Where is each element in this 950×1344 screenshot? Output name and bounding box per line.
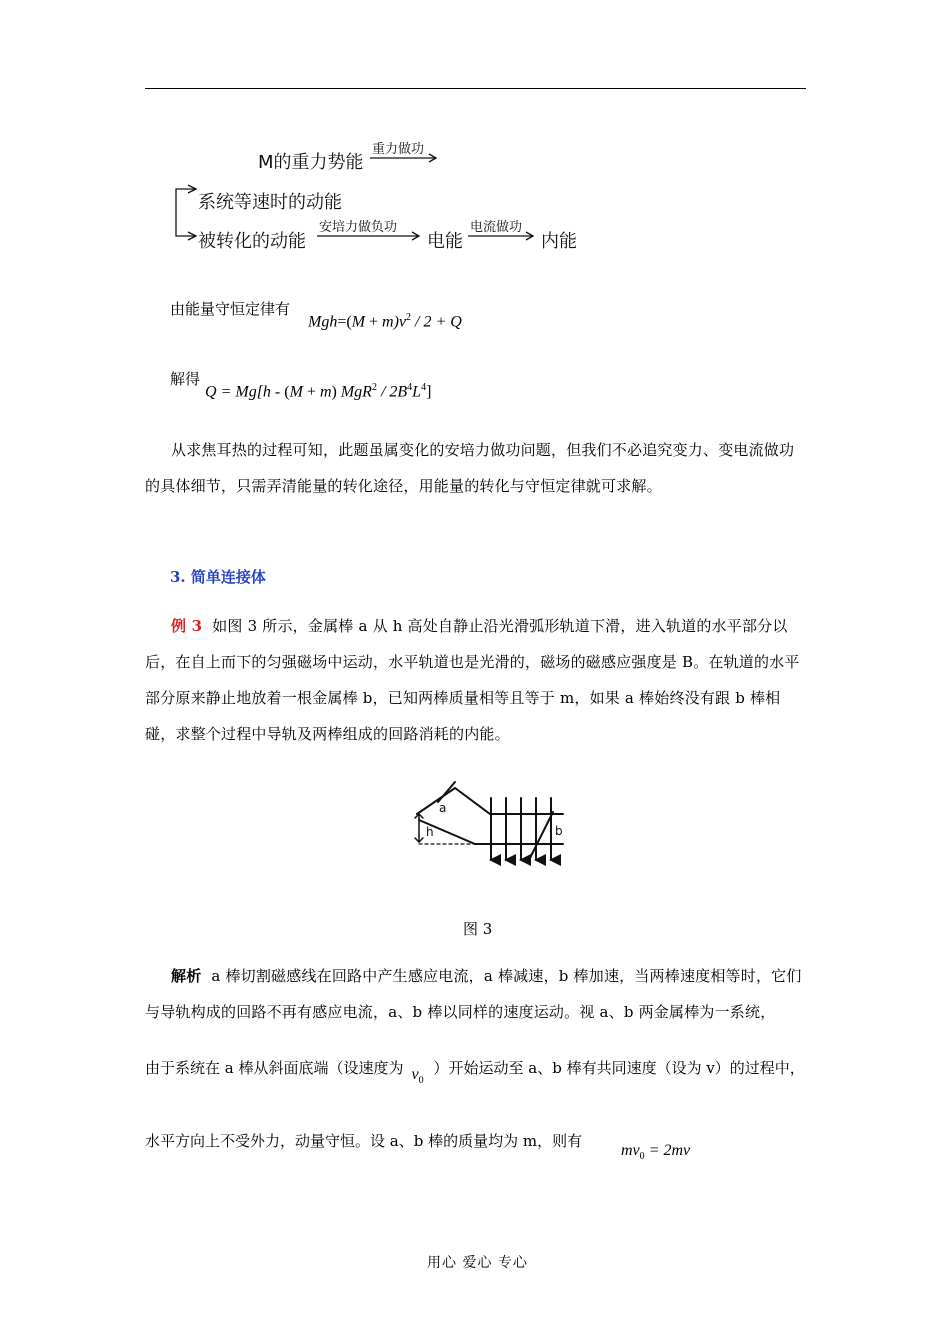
flow-internal-energy: 内能 xyxy=(541,231,577,252)
energy-equation xyxy=(308,312,462,331)
eq1-lhs: Mgh xyxy=(308,313,338,331)
eq1-lp: ( xyxy=(346,313,352,331)
eq2-plus: + xyxy=(302,383,320,401)
eq1-plus: + xyxy=(365,313,383,331)
example-text: 如图 3 所示，金属棒 a 从 h 高处自静止沿光滑弧形轨道下滑，进入轨道的水平部分以后，在自上而下的匀强磁场中运动，水平轨道也是光滑的，磁场的磁感应强度是 B。在轨道的水平部分原来静止地放着一根金属棒 b，已知两棒质量相等且等于 m，如果 a 棒始终没有跟 b 棒相碰，求整个过程中导轨及两棒组成的回路消耗的内能。 xyxy=(145,617,800,743)
eq2-div: / 2B xyxy=(376,383,408,401)
eq1-m: m xyxy=(382,313,394,331)
v0-symbol xyxy=(403,1053,433,1087)
eq1-v: )v xyxy=(393,313,407,331)
analysis-label: 解析 xyxy=(171,967,202,985)
analysis-line1: a 棒切割磁感线在回路中产生感应电流，a 棒减速，b 棒加速，当两棒速度相等时，它们与导轨构成的回路不再有感应电流，a、b 棒以同样的速度运动。视 a、b 两金属棒为一系统， xyxy=(145,967,802,1021)
eq2-lhs: Q xyxy=(205,383,217,401)
v0-v: $v_0$ xyxy=(411,1066,424,1087)
eq2-L: L xyxy=(412,383,422,401)
eq2-sup2: 2 xyxy=(371,382,377,393)
page-footer: 用心 爱心 专心 xyxy=(427,1255,528,1271)
flow-arrow1-label: 重力做功 xyxy=(372,142,425,157)
eq2-M: M xyxy=(289,383,303,401)
flow-electric-energy: 电能 xyxy=(427,231,463,252)
analysis-line4: 水平方向上不受外力，动量守恒。设 a、b 棒的质量均为 m，则有 xyxy=(145,1132,583,1150)
eq1-tail: / 2 + Q xyxy=(411,313,462,331)
flow-arrows xyxy=(0,0,950,300)
example-label: 例 3 xyxy=(171,617,203,635)
solution-equation xyxy=(205,382,431,401)
rod-b xyxy=(530,812,553,858)
conclusion-paragraph: 从求焦耳热的过程可知，此题虽属变化的安培力做功问题，但我们不必追究变力、变电流做功的具体细节，只需弄清能量的转化途径，用能量的转化与守恒定律就可求解。 xyxy=(145,441,795,495)
figure-label-a: a xyxy=(439,801,447,815)
eq2-rhs1: = Mg[h - xyxy=(216,383,285,401)
eq1-sup: 2 xyxy=(406,312,412,323)
eq1-M: M xyxy=(351,313,366,331)
energy-law-prefix: 由能量守恒定律有 xyxy=(170,300,291,318)
figure-caption: 图 3 xyxy=(463,920,493,938)
rod-a xyxy=(438,782,455,802)
momentum-mv0: mv xyxy=(621,1142,640,1159)
analysis-paragraph xyxy=(145,958,806,1030)
eq2-end: ] xyxy=(426,383,432,401)
figure-3-diagram xyxy=(405,780,575,870)
eq2-m: m xyxy=(319,383,332,401)
eq2-sup4b: 4 xyxy=(421,382,427,393)
flow-arrow2-label: 安培力做负功 xyxy=(319,220,398,235)
solution-prefix: 解得 xyxy=(170,370,201,388)
analysis-line3-after: ）开始运动至 a、b 棒有共同速度（设为 v）的过程中， xyxy=(433,1059,805,1077)
section-heading: 3. 简单连接体 xyxy=(170,568,266,586)
eq2-rp: ) xyxy=(331,383,337,401)
analysis-line3 xyxy=(145,1053,805,1087)
analysis-line3-before: 由于系统在 a 棒从斜面底端（设速度为 xyxy=(145,1059,404,1077)
momentum-rest: = 2mv xyxy=(644,1142,691,1159)
momentum-equation xyxy=(621,1142,690,1162)
eq1-sign: = xyxy=(337,313,347,331)
example-paragraph xyxy=(145,608,806,752)
figure-label-b: b xyxy=(555,824,563,838)
flow-converted-kinetic: 被转化的动能 xyxy=(198,231,306,252)
eq2-rhs2: MgR xyxy=(336,383,372,401)
flow-arrow3-label: 电流做功 xyxy=(470,220,523,235)
flow-m-potential: M的重力势能 xyxy=(258,152,364,173)
momentum-sub: 0 xyxy=(639,1151,645,1163)
eq2-lp: ( xyxy=(284,383,290,401)
flow-system-kinetic: 系统等速时的动能 xyxy=(198,192,342,213)
figure-label-h: h xyxy=(426,825,434,839)
eq2-sup4a: 4 xyxy=(407,382,413,393)
